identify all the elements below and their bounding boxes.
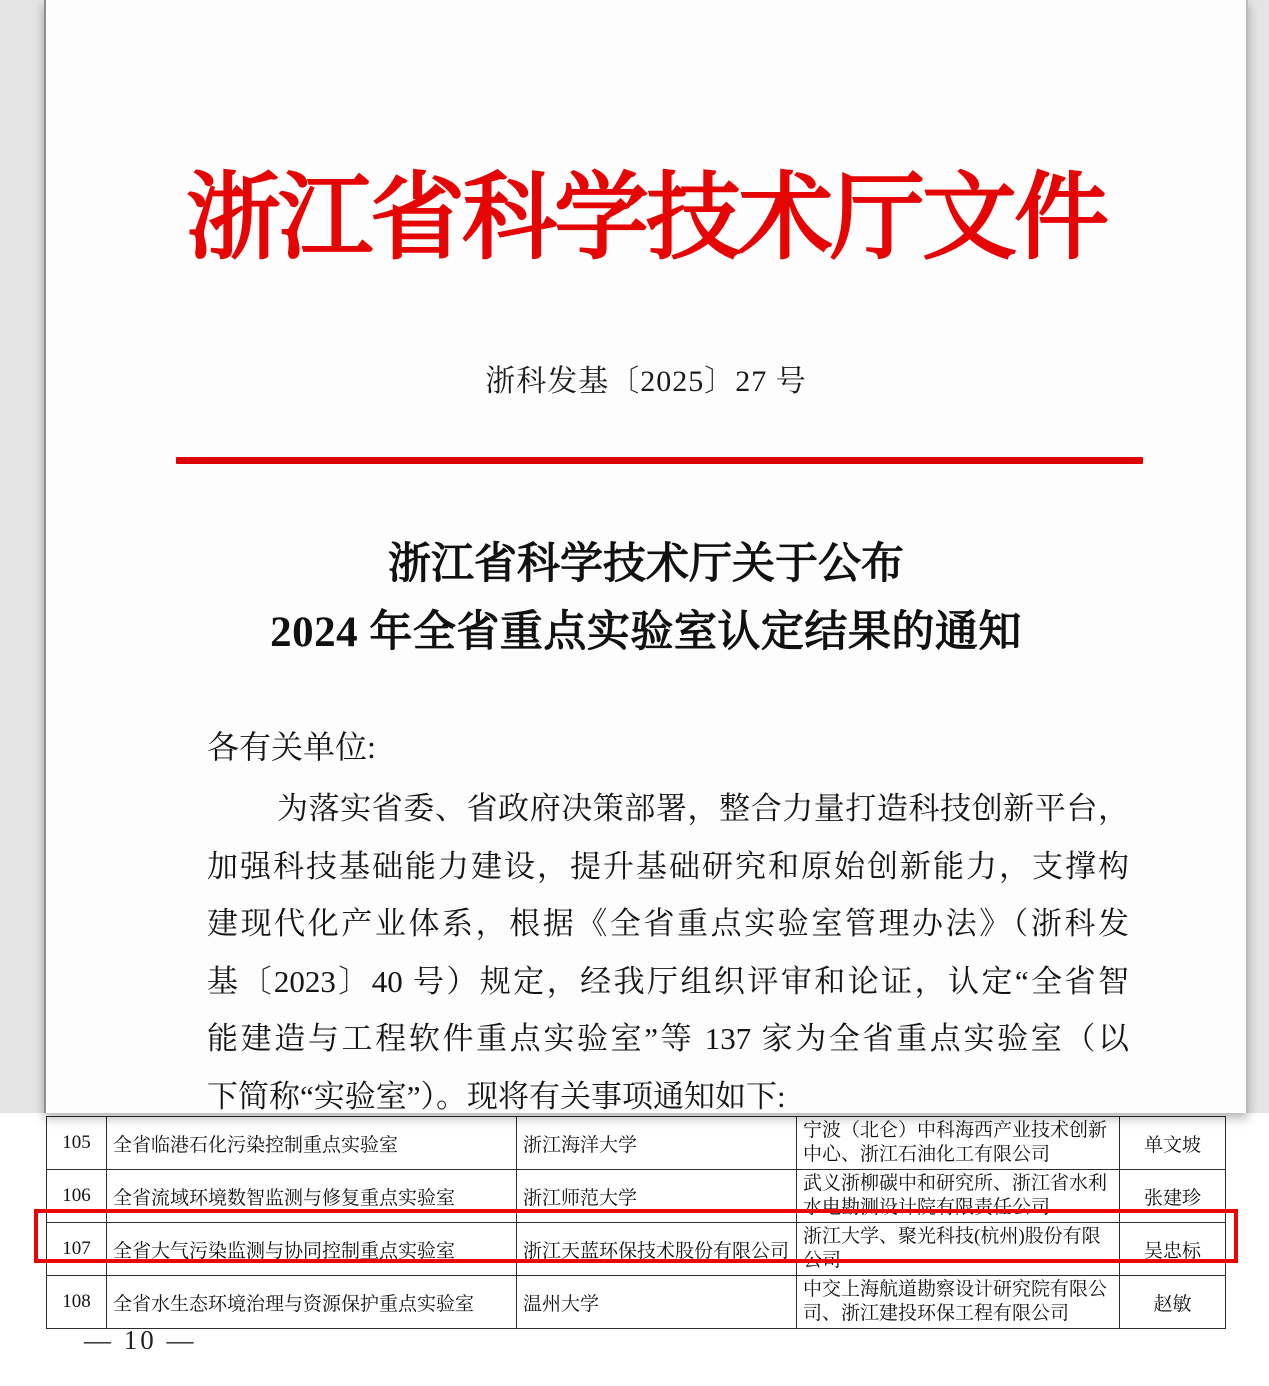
institution-cell: 温州大学 xyxy=(517,1276,797,1329)
document-page xyxy=(44,0,1248,1113)
results-table-section xyxy=(0,1113,1269,1386)
lab-name-cell: 全省水生态环境治理与资源保护重点实验室 xyxy=(107,1276,517,1329)
lab-name-cell: 全省临港石化污染控制重点实验室 xyxy=(107,1117,517,1170)
institution-cell: 浙江师范大学 xyxy=(517,1170,797,1223)
row-number-cell: 106 xyxy=(47,1170,107,1223)
table-row-108 xyxy=(47,1276,1226,1329)
row-number-cell: 105 xyxy=(47,1117,107,1170)
lab-name-cell: 全省流域环境数智监测与修复重点实验室 xyxy=(107,1170,517,1223)
row-number-cell: 108 xyxy=(47,1276,107,1329)
page-number: — 10 — xyxy=(84,1325,197,1355)
body-line-6: 下简称“实验室”）。现将有关事项通知如下: xyxy=(207,1078,786,1114)
partners-cell: 浙江大学、聚光科技(杭州)股份有限公司 xyxy=(797,1223,1120,1276)
director-cell: 吴忠标 xyxy=(1120,1223,1226,1276)
lab-name-cell: 全省大气污染监测与协同控制重点实验室 xyxy=(107,1223,517,1276)
body-line-2: 加强科技基础能力建设，提升基础研究和原始创新能力，支撑构 xyxy=(207,848,1129,884)
body-line-4: 基〔2023〕40 号）规定，经我厅组织评审和论证，认定“全省智 xyxy=(207,963,1129,999)
institution-cell: 浙江天蓝环保技术股份有限公司 xyxy=(517,1223,797,1276)
red-divider-line xyxy=(176,457,1143,464)
row-number-cell: 107 xyxy=(47,1223,107,1276)
director-cell: 张建珍 xyxy=(1120,1170,1226,1223)
institution-cell: 浙江海洋大学 xyxy=(517,1117,797,1170)
partners-cell: 武义浙柳碳中和研究所、浙江省水利水电勘测设计院有限责任公司 xyxy=(797,1170,1120,1223)
body-line-1: 为落实省委、省政府决策部署，整合力量打造科技创新平台， xyxy=(277,791,1129,826)
partners-cell: 中交上海航道勘察设计研究院有限公司、浙江建投环保工程有限公司 xyxy=(797,1276,1120,1329)
body-paragraph xyxy=(207,780,1129,1125)
document-header-title: 浙江省科学技术厅文件 xyxy=(185,165,1106,271)
director-cell: 单文坡 xyxy=(1120,1117,1226,1170)
salutation: 各有关单位: xyxy=(207,729,376,765)
document-number: 浙科发基〔2025〕27 号 xyxy=(485,365,807,398)
notice-title-line-1: 浙江省科学技术厅关于公布 xyxy=(388,541,904,588)
body-line-5: 能建造与工程软件重点实验室”等 137 家为全省重点实验室（以 xyxy=(207,1021,1129,1056)
row-107-highlight-box xyxy=(34,1209,1238,1263)
partners-cell: 宁波（北仑）中科海西产业技术创新中心、浙江石油化工有限公司 xyxy=(797,1117,1120,1170)
director-cell: 赵敏 xyxy=(1120,1276,1226,1329)
body-line-3: 建现代化产业体系，根据《全省重点实验室管理办法》（浙科发 xyxy=(207,906,1129,941)
notice-title-line-2: 2024 年全省重点实验室认定结果的通知 xyxy=(270,609,1022,656)
